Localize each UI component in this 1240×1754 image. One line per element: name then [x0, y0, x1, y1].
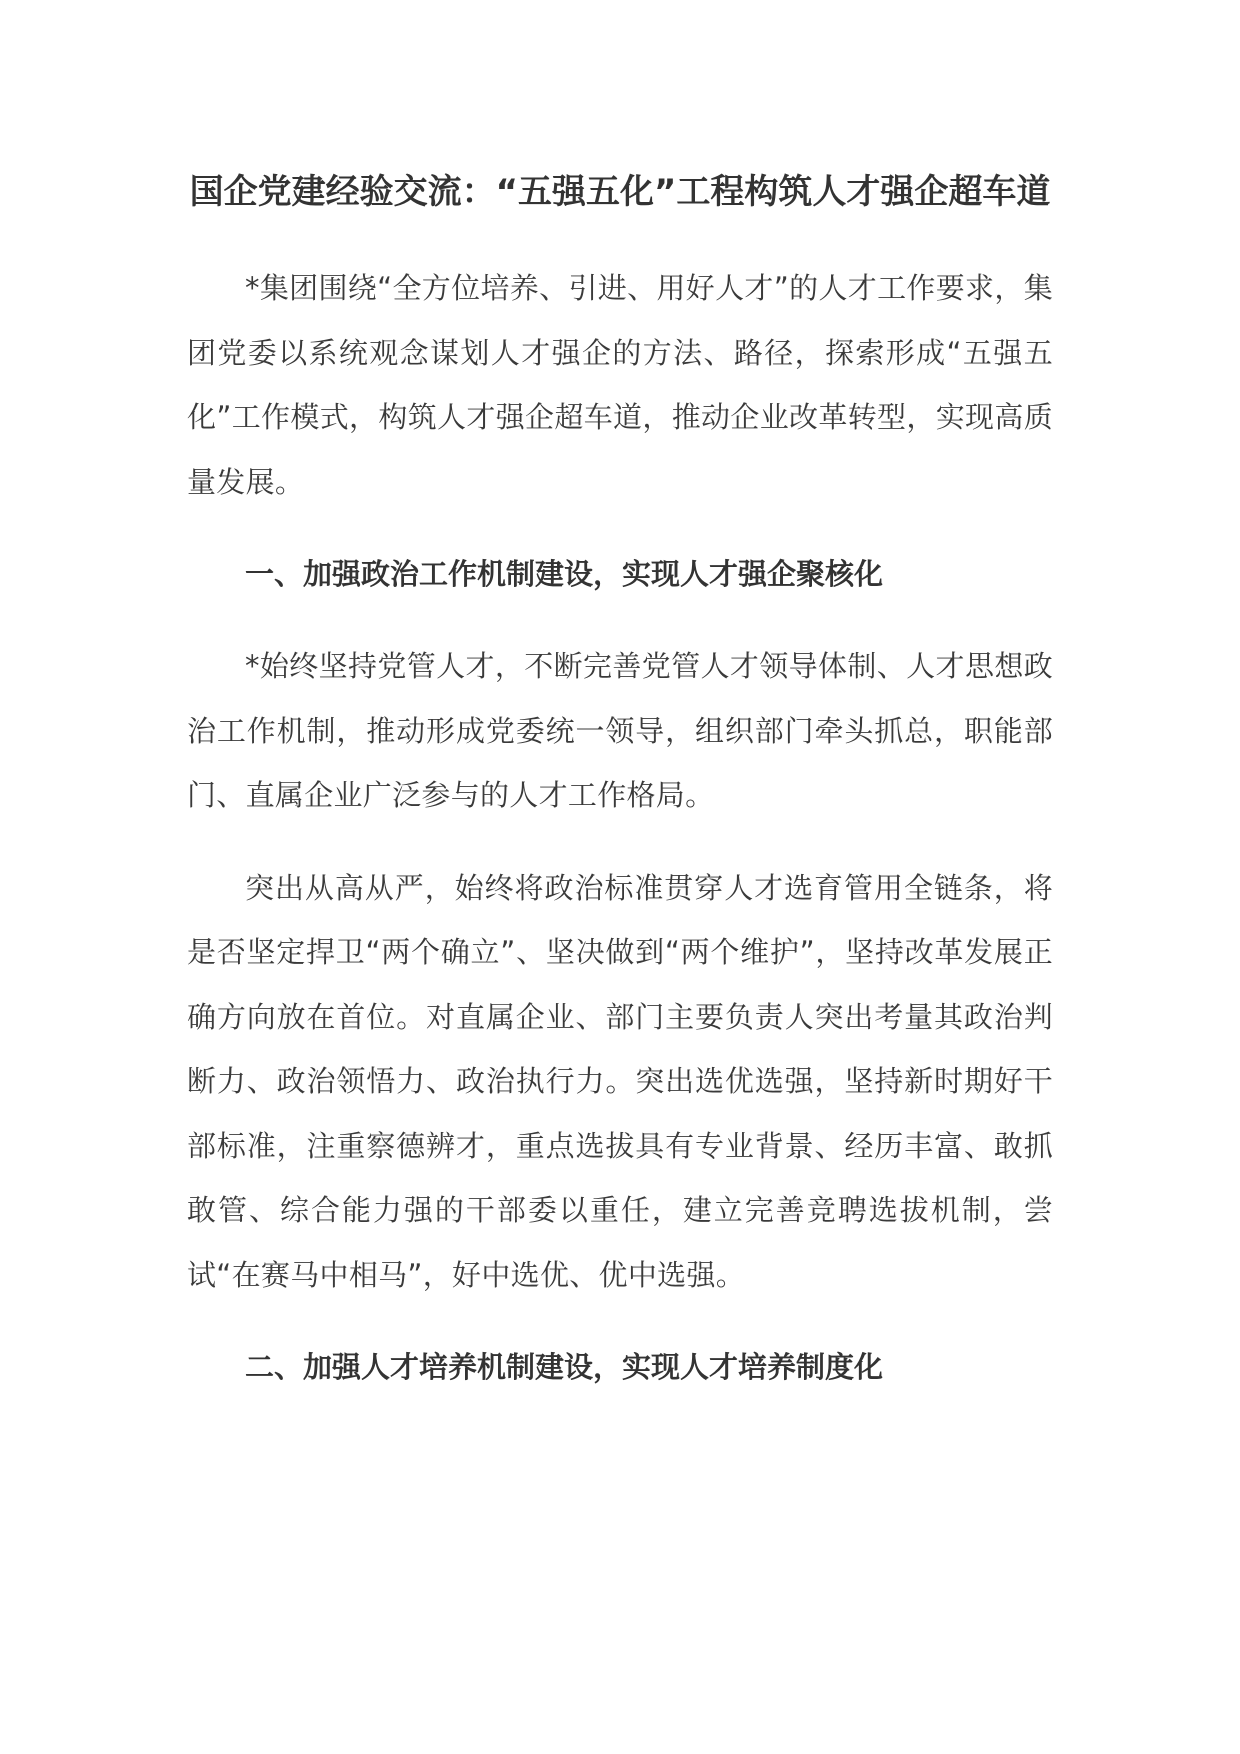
section-1-paragraph-2: 突出从高从严，始终将政治标准贯穿人才选育管用全链条，将是否坚定捍卫“两个确立”、坚决做到“两个维护”，坚持改革发展正确方向放在首位。对直属企业、部门主要负责人突出考量其政治判断力、政治领悟力、政治执行力。突出选优选强，坚持新时期好干部标准，注重察德辨才，重点选拔具有专业背景、经历丰富、敢抓敢管、综合能力强的干部委以重任，建立完善竞聘选拔机制，尝试“在赛马中相马”，好中选优、优中选强。	[187, 870, 1053, 1292]
section-2-heading: 二、加强人才培养机制建设，实现人才培养制度化	[245, 1350, 884, 1384]
section-1-paragraph-1: *始终坚持党管人才，不断完善党管人才领导体制、人才思想政治工作机制，推动形成党委统一领导，组织部门牵头抓总，职能部门、直属企业广泛参与的人才工作格局。	[187, 649, 1053, 812]
intro-paragraph: *集团围绕“全方位培养、引进、用好人才”的人才工作要求，集团党委以系统观念谋划人才强企的方法、路径，探索形成“五强五化”工作模式，构筑人才强企超车道，推动企业改革转型，实现高质量发展。	[187, 271, 1053, 499]
document-title: 国企党建经验交流：“五强五化”工程构筑人才强企超车道	[189, 172, 1051, 212]
section-1-heading: 一、加强政治工作机制建设，实现人才强企聚核化	[245, 557, 884, 591]
document-body	[187, 160, 1053, 1427]
